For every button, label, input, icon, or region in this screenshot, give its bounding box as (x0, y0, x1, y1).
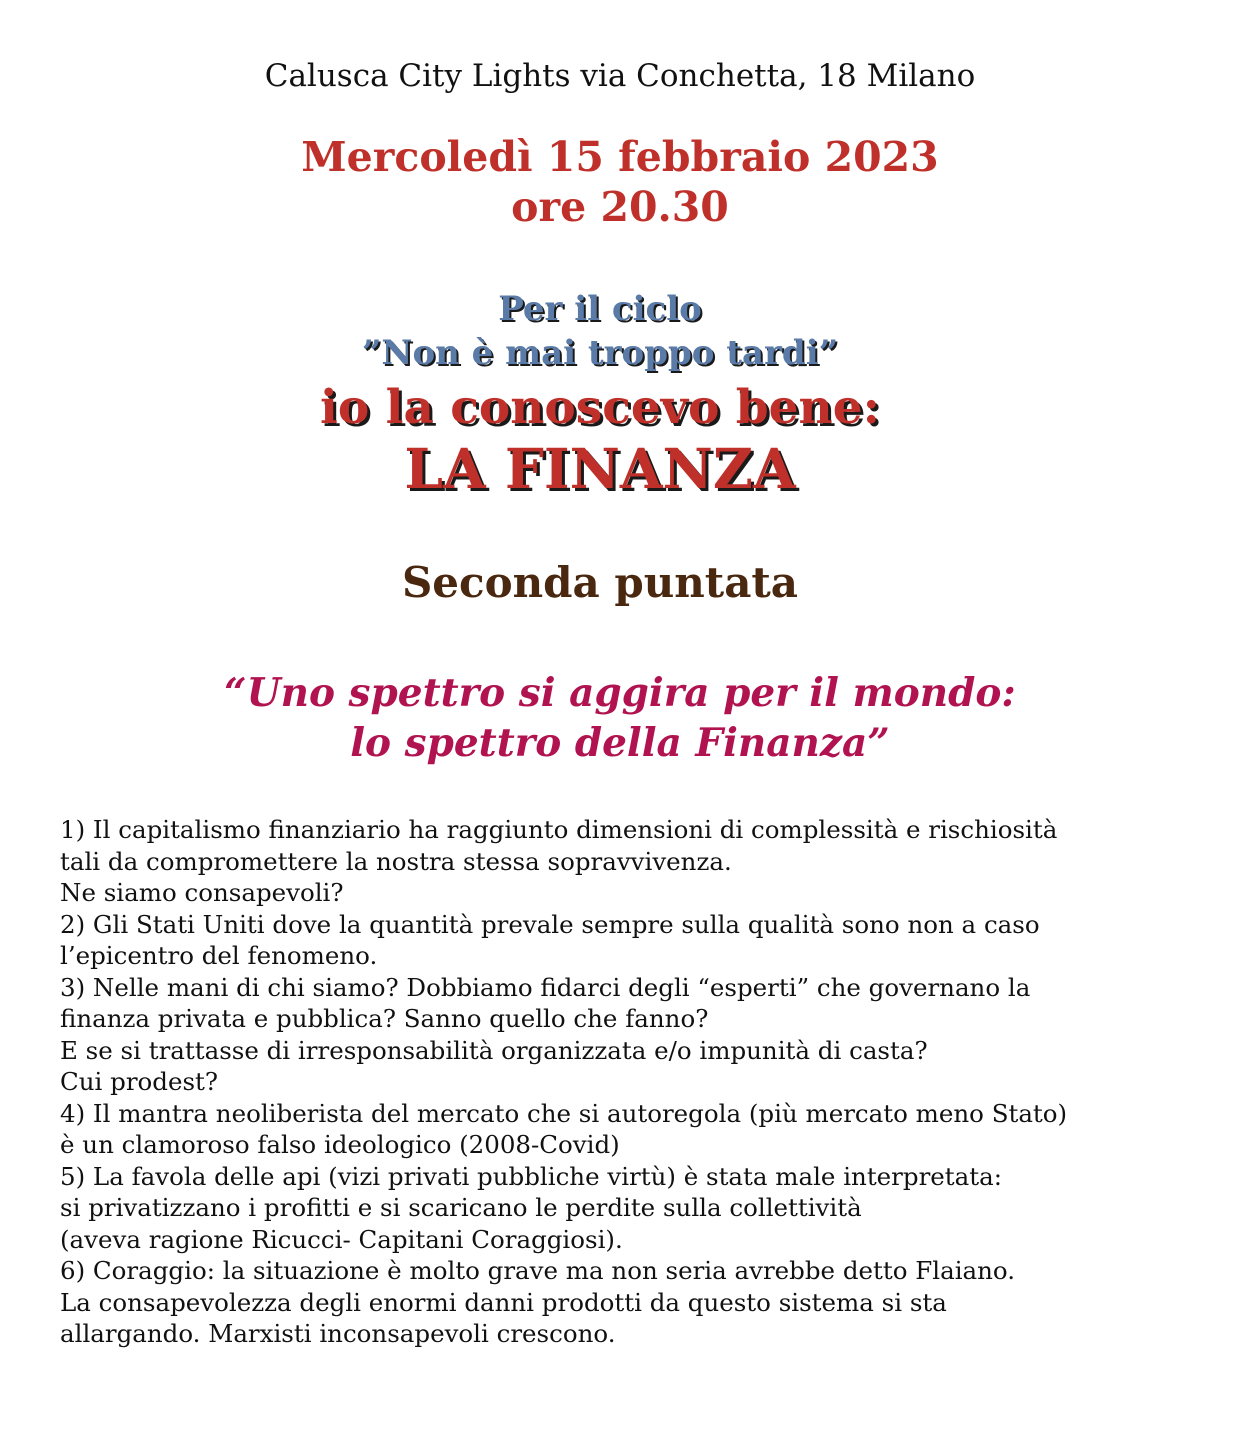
event-date-time: ore 20.30 (511, 183, 729, 231)
body-line: tali da compromettere la nostra stessa sopravvivenza. (60, 846, 732, 876)
body-line: 4) Il mantra neoliberista del mercato che si autoregola (più mercato meno Stato) (60, 1098, 1068, 1128)
body-line: finanza privata e pubblica? Sanno quello che fanno? (60, 1004, 709, 1033)
body-line: 5) La favola delle api (vizi privati pubbliche virtù) è stata male interpretata: (60, 1161, 1002, 1191)
event-date (0, 132, 1240, 232)
cycle-intro: Per il ciclo (498, 289, 702, 329)
body-line: (aveva ragione Ricucci- Capitani Coraggiosi). (60, 1224, 623, 1254)
body-line: l’epicentro del fenomeno. (60, 941, 378, 970)
body-line: 2) Gli Stati Uniti dove la quantità prevale sempre sulla qualità sono non a caso (60, 909, 1040, 939)
body-line: 6) Coraggio: la situazione è molto grave ma non seria avrebbe detto Flaiano. (60, 1256, 1016, 1285)
event-date-day: Mercoledì 15 febbraio 2023 (301, 133, 939, 181)
body-line: allargando. Marxisti inconsapevoli crescono. (60, 1319, 616, 1348)
body-line: 3) Nelle mani di chi siamo? Dobbiamo fidarci degli “esperti” che governano la (60, 972, 1031, 1002)
cycle-title (0, 287, 1220, 375)
body-line: è un clamoroso falso ideologico (2008-Covid) (60, 1130, 620, 1159)
quote (0, 668, 1240, 768)
quote-line2: lo spettro della Finanza” (350, 720, 890, 766)
body-line: 1) Il capitalismo finanziario ha raggiunto dimensioni di complessità e rischiosità (60, 815, 1058, 844)
cycle-name: ”Non è mai troppo tardi” (361, 333, 839, 373)
episode-title: Seconda puntata (401, 558, 799, 607)
headline-line2: LA FINANZA (404, 436, 796, 501)
body-line: Ne siamo consapevoli? (60, 878, 344, 907)
venue-address: Calusca City Lights via Conchetta, 18 Milano (264, 58, 976, 94)
headline-line1: io la conoscevo bene: (320, 380, 880, 435)
body-line: Cui prodest? (60, 1067, 219, 1096)
body-text (60, 814, 1210, 1350)
body-line: si privatizzano i profitti e si scaricano le perdite sulla collettività (60, 1193, 862, 1222)
quote-line1: “Uno spettro si aggira per il mondo: (224, 670, 1016, 716)
body-line: E se si trattasse di irresponsabilità organizzata e/o impunità di casta? (60, 1035, 928, 1065)
body-line: La consapevolezza degli enormi danni prodotti da questo sistema si sta (60, 1287, 947, 1317)
